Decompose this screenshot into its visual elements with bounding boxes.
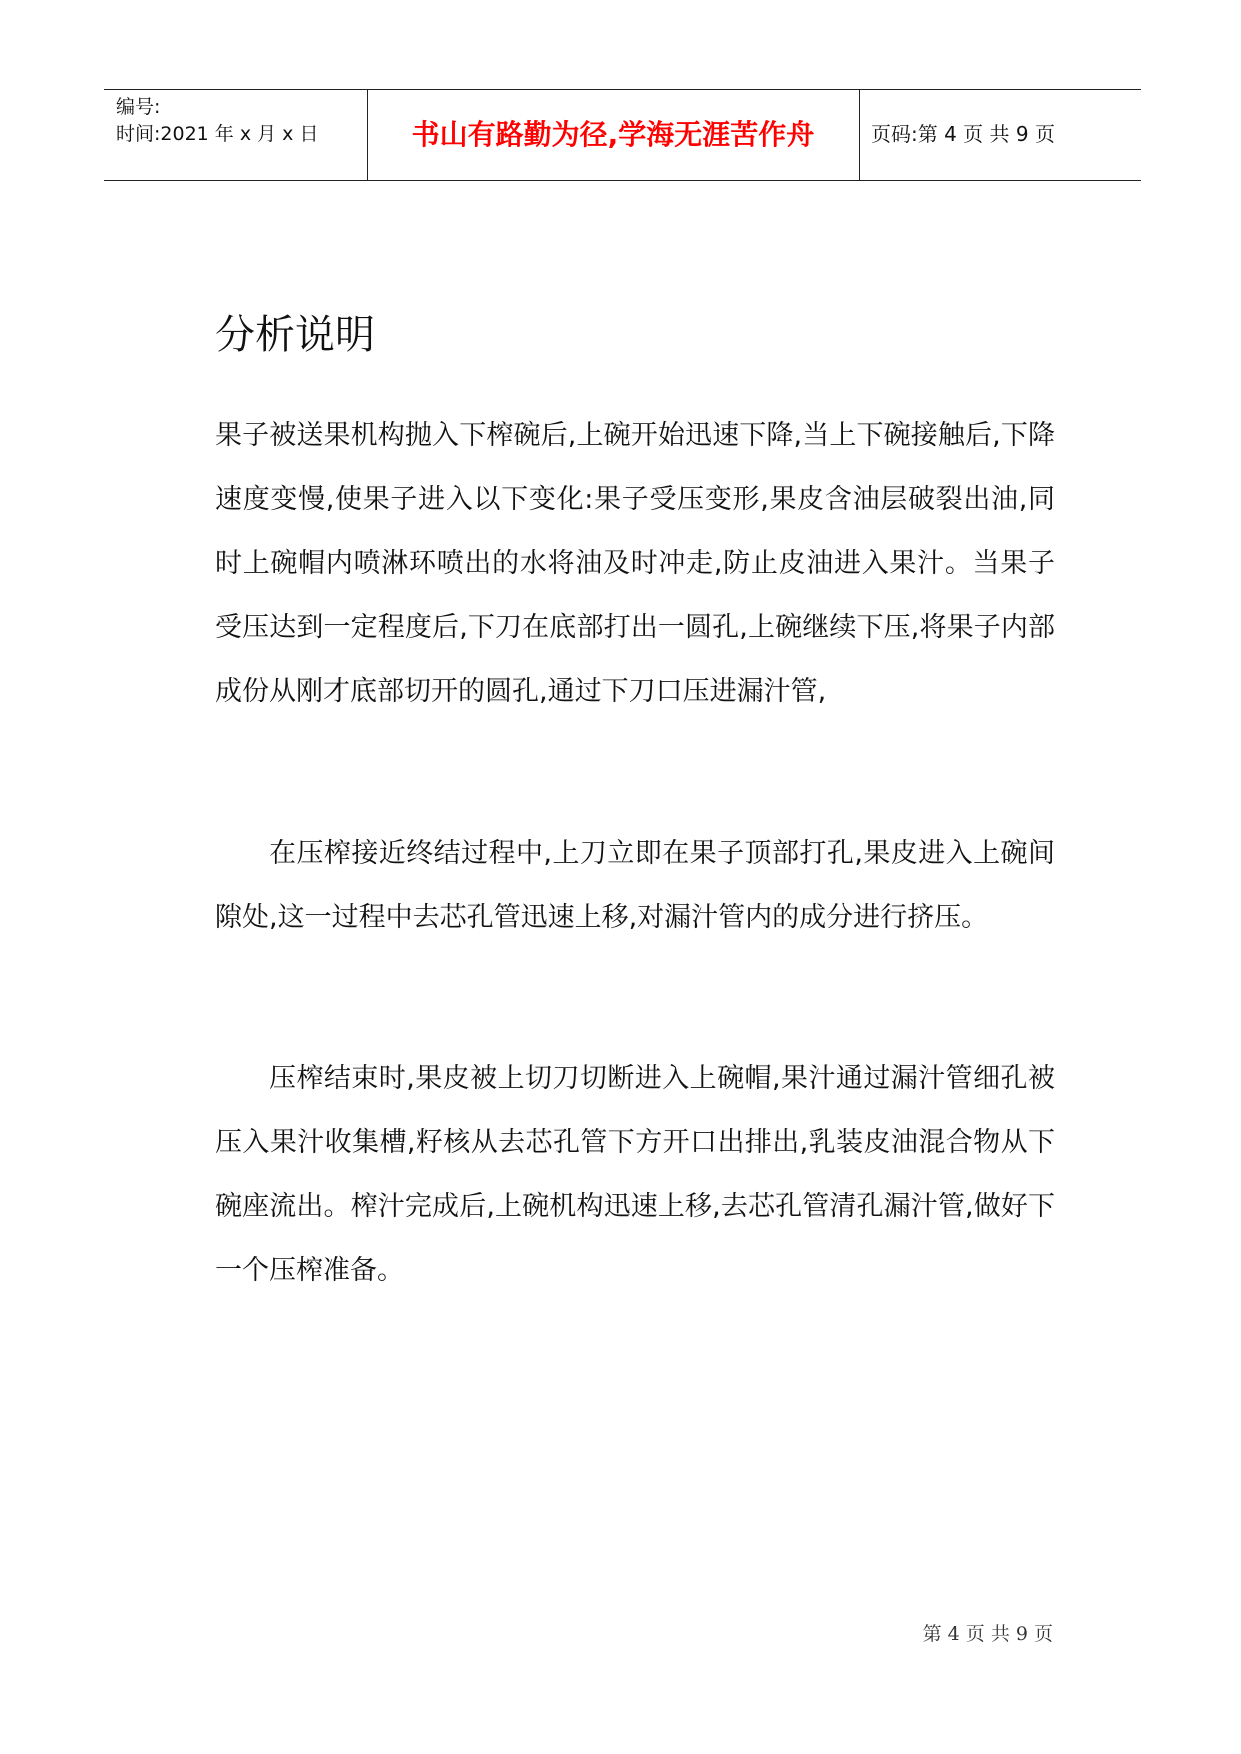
page-footer: 第 4 页 共 9 页 xyxy=(922,1623,1053,1645)
body-paragraph-2: 在压榨接近终结过程中,上刀立即在果子顶部打孔,果皮进入上碗间隙处,这一过程中去芯孔管迅速上移,对漏汁管内的成分进行挤压。 xyxy=(215,838,1055,933)
document-title: 分析说明 xyxy=(215,312,375,358)
document-time-label: 时间:2021 年 x 月 x 日 xyxy=(116,123,319,145)
header-divider-right xyxy=(859,90,860,180)
body-paragraph-3: 压榨结束时,果皮被上切刀切断进入上碗帽,果汁通过漏汁管细孔被压入果汁收集槽,籽核从去芯孔管下方开口出排出,乳装皮油混合物从下碗座流出。榨汁完成后,上碗机构迅速上移,去芯孔管清孔漏汁管,做好下一个压榨准备。 xyxy=(215,1063,1055,1286)
header-page-number: 页码:第 4 页 共 9 页 xyxy=(871,122,1055,146)
document-number-label: 编号: xyxy=(116,96,161,118)
header-meta xyxy=(116,94,318,148)
header-motto: 书山有路勤为径,学海无涯苦作舟 xyxy=(411,118,815,151)
page-header xyxy=(104,89,1141,181)
body-paragraph-1: 果子被送果机构抛入下榨碗后,上碗开始迅速下降,当上下碗接触后,下降速度变慢,使果子进入以下变化:果子受压变形,果皮含油层破裂出油,同时上碗帽内喷淋环喷出的水将油及时冲走,防止皮油进入果汁。当果子受压达到一定程度后,下刀在底部打出一圆孔,上碗继续下压,将果子内部成份从刚才底部切开的圆孔,通过下刀口压进漏汁管, xyxy=(215,420,1055,707)
